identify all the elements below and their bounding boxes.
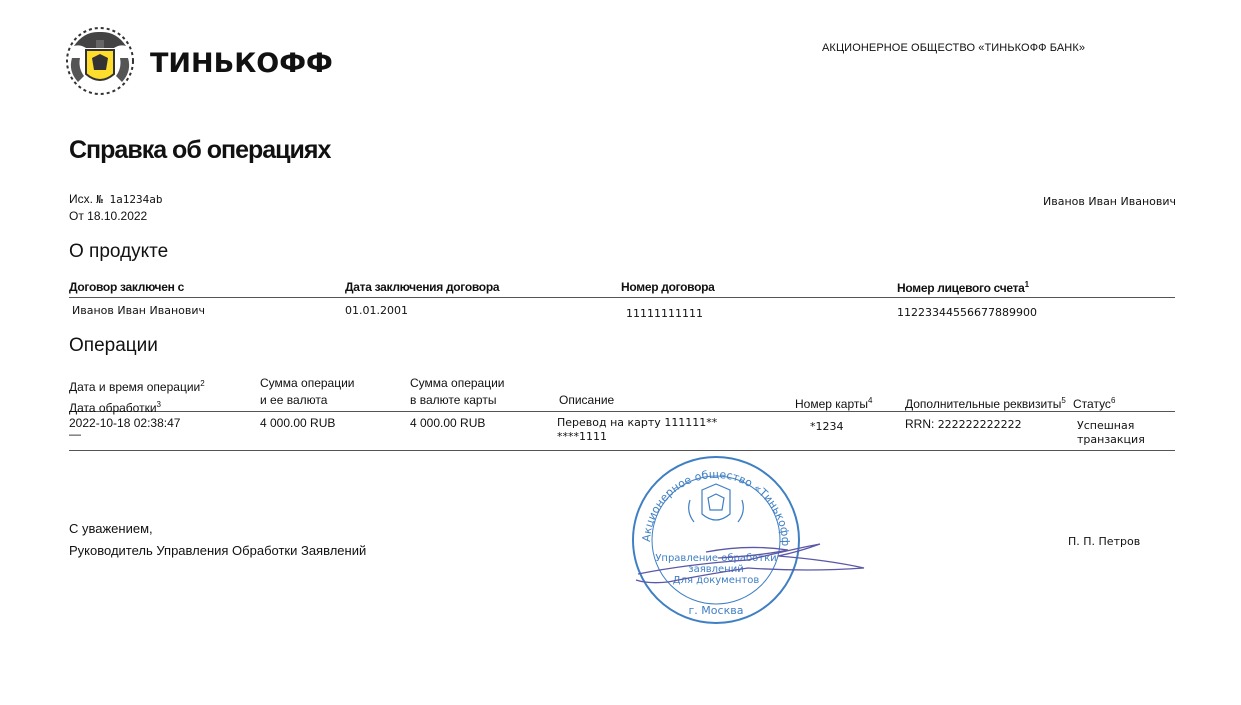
column-header-contract-number: Номер договора — [621, 280, 715, 294]
bank-stamp — [628, 452, 868, 627]
card-amount-cell: 4 000.00 RUB — [410, 416, 486, 430]
contract-holder-cell: Иванов Иван Иванович — [72, 304, 205, 317]
datetime-cell: 2022-10-18 02:38:47 — — [69, 416, 181, 441]
column-header-contract-date: Дата заключения договора — [345, 280, 500, 294]
reference-label: Исх. — [69, 192, 93, 206]
signer-position: Руководитель Управления Обработки Заявлений — [69, 543, 367, 558]
product-table-header — [69, 278, 1175, 298]
operations-heading: Операции — [69, 335, 158, 356]
stamp-seal-icon — [628, 452, 868, 627]
svg-text:Акционерное общество «Тинькофф: Акционерное общество «Тинькофф — [639, 467, 793, 547]
closing-block — [69, 518, 366, 562]
column-header-card-number: Номер карты$^4$ — [795, 396, 873, 411]
footnote-marker: 1 — [1024, 280, 1029, 289]
extra-details-cell: RRN: 222222222222 — [905, 417, 1022, 431]
operations-table-header — [69, 375, 1175, 415]
account-number-cell: 11223344556677889900 — [897, 306, 1037, 319]
signer-name: П. П. Петров — [1068, 535, 1141, 548]
contract-date-cell: 01.01.2001 — [345, 304, 408, 317]
svg-text:Для документов: Для документов — [672, 575, 760, 586]
column-header-datetime: Дата и время операции$^2$ Дата обработки$^3$ — [69, 379, 205, 415]
company-name: АКЦИОНЕРНОЕ ОБЩЕСТВО «ТИНЬКОФФ БАНК» — [822, 42, 1086, 54]
table-row — [69, 412, 1175, 451]
column-header-status: Статус$^6$ — [1073, 396, 1116, 411]
amount-cell: 4 000.00 RUB — [260, 416, 336, 430]
column-header-amount: Сумма операции и ее валюта — [260, 376, 355, 407]
tinkoff-logo — [64, 26, 354, 96]
column-header-contract-with: Договор заключен с — [69, 280, 184, 294]
contract-number-cell: 11111111111 — [626, 307, 703, 320]
svg-text:г. Москва: г. Москва — [688, 604, 744, 617]
page-title: Справка об операциях — [69, 136, 331, 164]
operations-table — [69, 375, 1175, 451]
card-number-cell: *1234 — [810, 420, 844, 433]
document-date: От 18.10.2022 — [69, 209, 148, 223]
reference-number-line — [69, 191, 163, 208]
reference-number: № 1a1234ab — [96, 193, 163, 206]
document-reference — [69, 191, 163, 225]
recipient-name: Иванов Иван Иванович — [1043, 195, 1176, 208]
svg-text:Управление обработки: Управление обработки — [655, 553, 777, 564]
table-row — [69, 298, 1175, 322]
column-header-account-number: Номер лицевого счета$^1$ — [897, 280, 1029, 295]
regards-text: С уважением, — [69, 521, 153, 536]
description-cell: Перевод на карту 111111** ****1111 — [557, 416, 718, 443]
column-header-extra: Дополнительные реквизиты$^5$ — [905, 396, 1066, 411]
svg-text:ТИНЬКОФФ: ТИНЬКОФФ — [150, 48, 333, 79]
product-table — [69, 278, 1175, 322]
product-heading: О продукте — [69, 241, 169, 262]
status-cell: Успешная транзакция — [1077, 419, 1145, 446]
column-header-description: Описание — [559, 393, 615, 407]
svg-text:заявлений: заявлений — [688, 564, 744, 575]
column-header-card-amount: Сумма операции в валюте карты — [410, 376, 505, 407]
tinkoff-emblem-icon — [64, 26, 354, 96]
